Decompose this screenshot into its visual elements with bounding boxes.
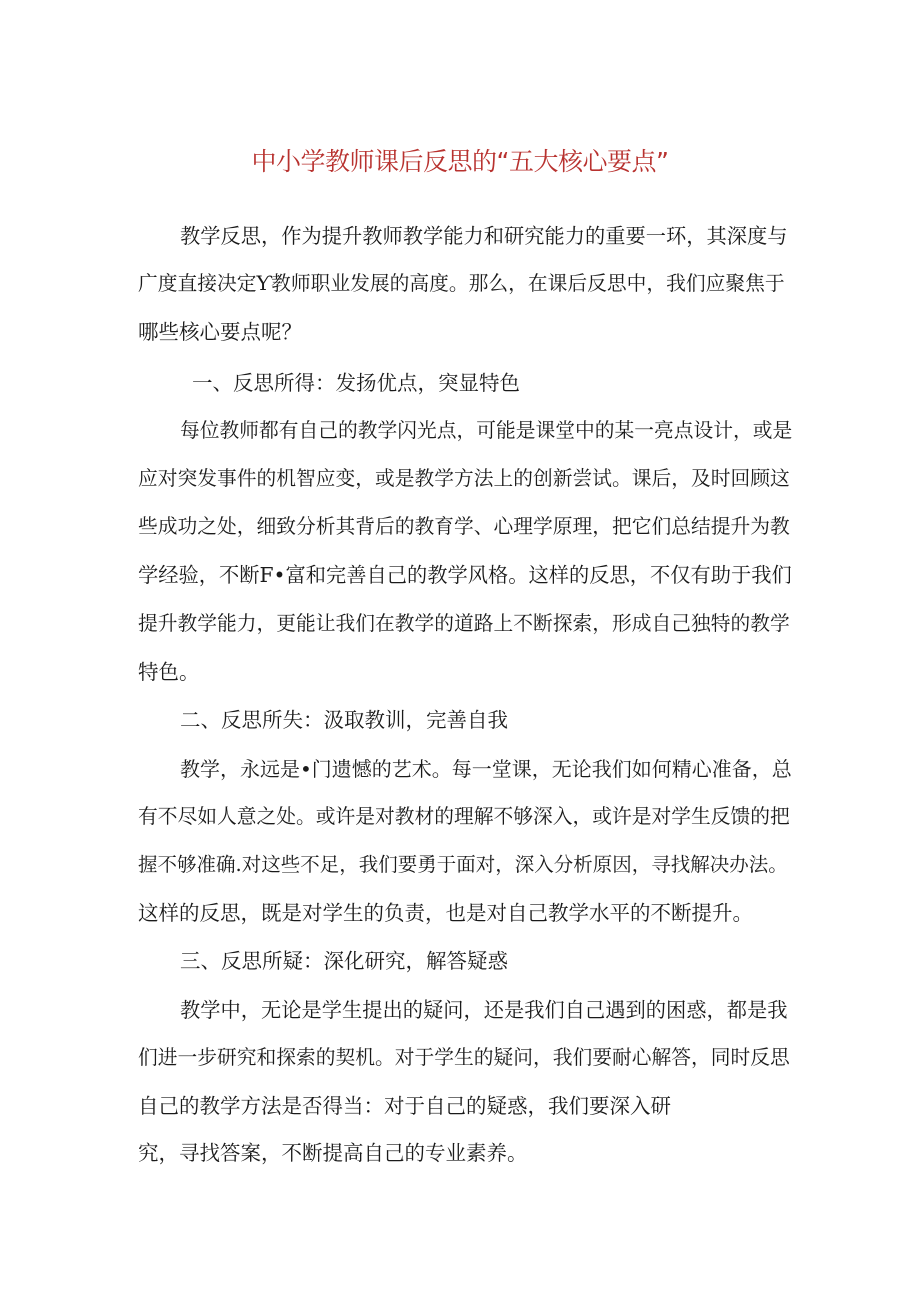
text-line: 学经验，不断F•富和完善自己的教学风格。这样的反思，不仅有助于我们 xyxy=(138,563,792,587)
section-heading: 一、反思所得：发扬优点，突显特色 xyxy=(192,371,520,395)
text-line: 哪些核心要点呢？ xyxy=(138,320,302,344)
text-line: 每位教师都有自己的教学闪光点，可能是课堂中的某一亮点设计，或是 xyxy=(180,419,793,442)
text-line: 究，寻找答案，不断提高自己的专业素养。 xyxy=(138,1141,528,1165)
text-line: 教学反思，作为提升教师教学能力和研究能力的重要一环，其深度与 xyxy=(180,224,788,248)
text-line: 们进一步研究和探索的契机。对于学生的疑问，我们要耐心解答，同时反思 xyxy=(138,1046,790,1069)
text-line: 些成功之处，细致分析其背后的教育学、心理学原理，把它们总结提升为教 xyxy=(138,515,790,538)
text-line: 特色。 xyxy=(138,660,200,684)
text-line: 有不尽如人意之处。或许是对教材的理解不够深入，或许是对学生反馈的把 xyxy=(138,805,790,828)
text-line: 应对突发事件的机智应变，或是教学方法上的创新尝试。课后，及时回顾这 xyxy=(138,467,790,490)
text-line: 握不够准确.对这些不足，我们要勇于面对，深入分析原因，寻找解决办法。 xyxy=(138,853,788,876)
text-line: 教学，永远是•门遗憾的艺术。每一堂课，无论我们如何精心准备，总 xyxy=(180,757,792,781)
text-line: 广度直接决定Ƴ教师职业发展的高度。那么，在课后反思中，我们应聚焦于 xyxy=(138,272,785,295)
text-line: 提升教学能力，更能让我们在教学的道路上不断探索，形成自己独特的教学 xyxy=(138,612,790,635)
text-line: 教学中，无论是学生提出的疑问，还是我们自己遇到的困惑，都是我 xyxy=(180,998,788,1022)
section-heading: 三、反思所疑：深化研究，解答疑惑 xyxy=(180,949,508,973)
text-line: 自己的教学方法是否得当：对于自己的疑惑，我们要深入研 xyxy=(138,1094,671,1118)
text-line: 这样的反思，既是对学生的负责，也是对自己教学水平的不断提升。 xyxy=(138,901,753,925)
section-heading: 二、反思所失：汲取教训，完善自我 xyxy=(180,708,508,732)
document-title: 中小学教师课后反思的“五大核心要点” xyxy=(251,147,669,176)
